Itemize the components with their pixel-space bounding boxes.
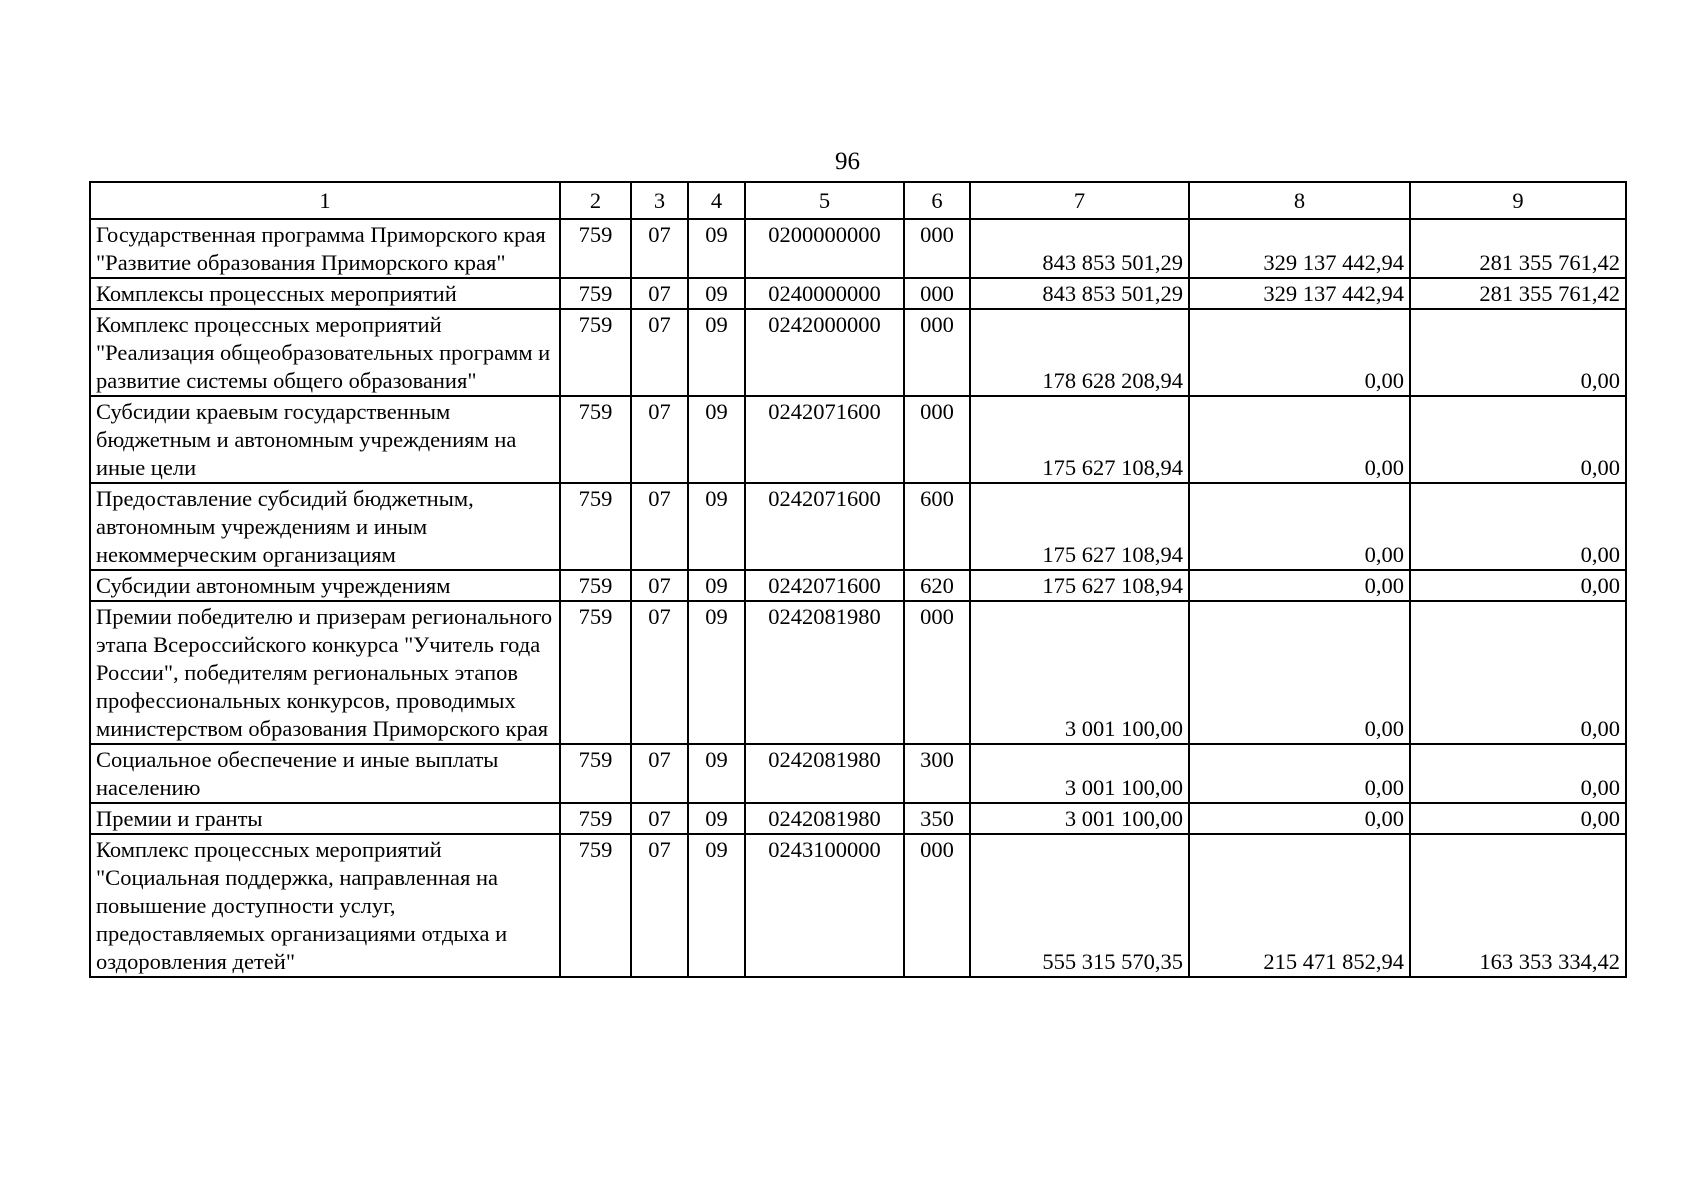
code-cell: 09 xyxy=(688,803,745,834)
amount-cell: 0,00 xyxy=(1189,803,1410,834)
amount-cell: 0,00 xyxy=(1410,803,1626,834)
amount-cell: 281 355 761,42 xyxy=(1410,219,1626,278)
code-cell: 09 xyxy=(688,396,745,483)
amount-cell: 178 628 208,94 xyxy=(970,309,1189,396)
amount-cell: 3 001 100,00 xyxy=(970,601,1189,744)
amount-cell: 175 627 108,94 xyxy=(970,570,1189,601)
amount-cell: 0,00 xyxy=(1410,396,1626,483)
table-row xyxy=(90,601,1626,744)
column-header: 3 xyxy=(631,182,688,219)
code-cell: 759 xyxy=(560,601,631,744)
row-name: Комплекс процессных мероприятий "Социальная поддержка, направленная на повышение доступности услуг, предоставляемых организациями отдыха и оздоровления детей" xyxy=(90,834,560,977)
table-row xyxy=(90,570,1626,601)
column-header: 9 xyxy=(1410,182,1626,219)
table-row xyxy=(90,483,1626,570)
code-cell: 000 xyxy=(904,278,970,309)
header-row xyxy=(90,182,1626,219)
amount-cell: 163 353 334,42 xyxy=(1410,834,1626,977)
table-body xyxy=(90,182,1626,977)
code-cell: 0242071600 xyxy=(745,570,904,601)
row-name: Комплексы процессных мероприятий xyxy=(90,278,560,309)
row-name: Премии победителю и призерам регионального этапа Всероссийского конкурса "Учитель года России", победителям региональных этапов профессиональных конкурсов, проводимых министерством образования Приморского края xyxy=(90,601,560,744)
code-cell: 000 xyxy=(904,309,970,396)
code-cell: 000 xyxy=(904,601,970,744)
table-row xyxy=(90,278,1626,309)
code-cell: 0240000000 xyxy=(745,278,904,309)
column-header: 5 xyxy=(745,182,904,219)
code-cell: 09 xyxy=(688,278,745,309)
amount-cell: 0,00 xyxy=(1189,601,1410,744)
amount-cell: 215 471 852,94 xyxy=(1189,834,1410,977)
table-row xyxy=(90,803,1626,834)
code-cell: 07 xyxy=(631,483,688,570)
amount-cell: 0,00 xyxy=(1410,601,1626,744)
code-cell: 07 xyxy=(631,570,688,601)
code-cell: 759 xyxy=(560,744,631,803)
code-cell: 000 xyxy=(904,396,970,483)
column-header: 2 xyxy=(560,182,631,219)
amount-cell: 0,00 xyxy=(1189,483,1410,570)
code-cell: 0242071600 xyxy=(745,396,904,483)
amount-cell: 843 853 501,29 xyxy=(970,278,1189,309)
amount-cell: 0,00 xyxy=(1189,570,1410,601)
code-cell: 07 xyxy=(631,219,688,278)
code-cell: 0200000000 xyxy=(745,219,904,278)
code-cell: 350 xyxy=(904,803,970,834)
code-cell: 09 xyxy=(688,483,745,570)
code-cell: 09 xyxy=(688,219,745,278)
code-cell: 0242000000 xyxy=(745,309,904,396)
amount-cell: 175 627 108,94 xyxy=(970,483,1189,570)
table-row xyxy=(90,396,1626,483)
amount-cell: 0,00 xyxy=(1189,309,1410,396)
amount-cell: 555 315 570,35 xyxy=(970,834,1189,977)
code-cell: 000 xyxy=(904,834,970,977)
column-header: 1 xyxy=(90,182,560,219)
code-cell: 07 xyxy=(631,601,688,744)
row-name: Предоставление субсидий бюджетным, автономным учреждениям и иным некоммерческим организациям xyxy=(90,483,560,570)
amount-cell: 329 137 442,94 xyxy=(1189,219,1410,278)
code-cell: 07 xyxy=(631,744,688,803)
code-cell: 0242071600 xyxy=(745,483,904,570)
code-cell: 759 xyxy=(560,483,631,570)
code-cell: 759 xyxy=(560,309,631,396)
code-cell: 0242081980 xyxy=(745,601,904,744)
table-row xyxy=(90,309,1626,396)
row-name: Социальное обеспечение и иные выплаты населению xyxy=(90,744,560,803)
code-cell: 09 xyxy=(688,570,745,601)
row-name: Государственная программа Приморского края "Развитие образования Приморского края" xyxy=(90,219,560,278)
code-cell: 759 xyxy=(560,834,631,977)
column-header: 4 xyxy=(688,182,745,219)
code-cell: 07 xyxy=(631,278,688,309)
row-name: Субсидии автономным учреждениям xyxy=(90,570,560,601)
amount-cell: 175 627 108,94 xyxy=(970,396,1189,483)
code-cell: 07 xyxy=(631,396,688,483)
amount-cell: 843 853 501,29 xyxy=(970,219,1189,278)
amount-cell: 3 001 100,00 xyxy=(970,744,1189,803)
column-header: 6 xyxy=(904,182,970,219)
budget-table xyxy=(89,181,1627,978)
amount-cell: 329 137 442,94 xyxy=(1189,278,1410,309)
amount-cell: 0,00 xyxy=(1410,570,1626,601)
amount-cell: 3 001 100,00 xyxy=(970,803,1189,834)
code-cell: 600 xyxy=(904,483,970,570)
code-cell: 000 xyxy=(904,219,970,278)
code-cell: 09 xyxy=(688,834,745,977)
code-cell: 759 xyxy=(560,803,631,834)
code-cell: 759 xyxy=(560,278,631,309)
amount-cell: 281 355 761,42 xyxy=(1410,278,1626,309)
amount-cell: 0,00 xyxy=(1189,744,1410,803)
code-cell: 0242081980 xyxy=(745,803,904,834)
table-row xyxy=(90,219,1626,278)
code-cell: 09 xyxy=(688,601,745,744)
row-name: Премии и гранты xyxy=(90,803,560,834)
code-cell: 300 xyxy=(904,744,970,803)
code-cell: 09 xyxy=(688,744,745,803)
table-row xyxy=(90,834,1626,977)
column-header: 8 xyxy=(1189,182,1410,219)
page-number: 96 xyxy=(835,148,860,175)
code-cell: 759 xyxy=(560,219,631,278)
code-cell: 09 xyxy=(688,309,745,396)
code-cell: 759 xyxy=(560,570,631,601)
amount-cell: 0,00 xyxy=(1410,483,1626,570)
code-cell: 620 xyxy=(904,570,970,601)
column-header: 7 xyxy=(970,182,1189,219)
table-row xyxy=(90,744,1626,803)
code-cell: 07 xyxy=(631,803,688,834)
code-cell: 0242081980 xyxy=(745,744,904,803)
row-name: Субсидии краевым государственным бюджетным и автономным учреждениям на иные цели xyxy=(90,396,560,483)
code-cell: 0243100000 xyxy=(745,834,904,977)
row-name: Комплекс процессных мероприятий "Реализация общеобразовательных программ и развитие системы общего образования" xyxy=(90,309,560,396)
amount-cell: 0,00 xyxy=(1410,309,1626,396)
code-cell: 07 xyxy=(631,309,688,396)
amount-cell: 0,00 xyxy=(1189,396,1410,483)
code-cell: 07 xyxy=(631,834,688,977)
code-cell: 759 xyxy=(560,396,631,483)
amount-cell: 0,00 xyxy=(1410,744,1626,803)
